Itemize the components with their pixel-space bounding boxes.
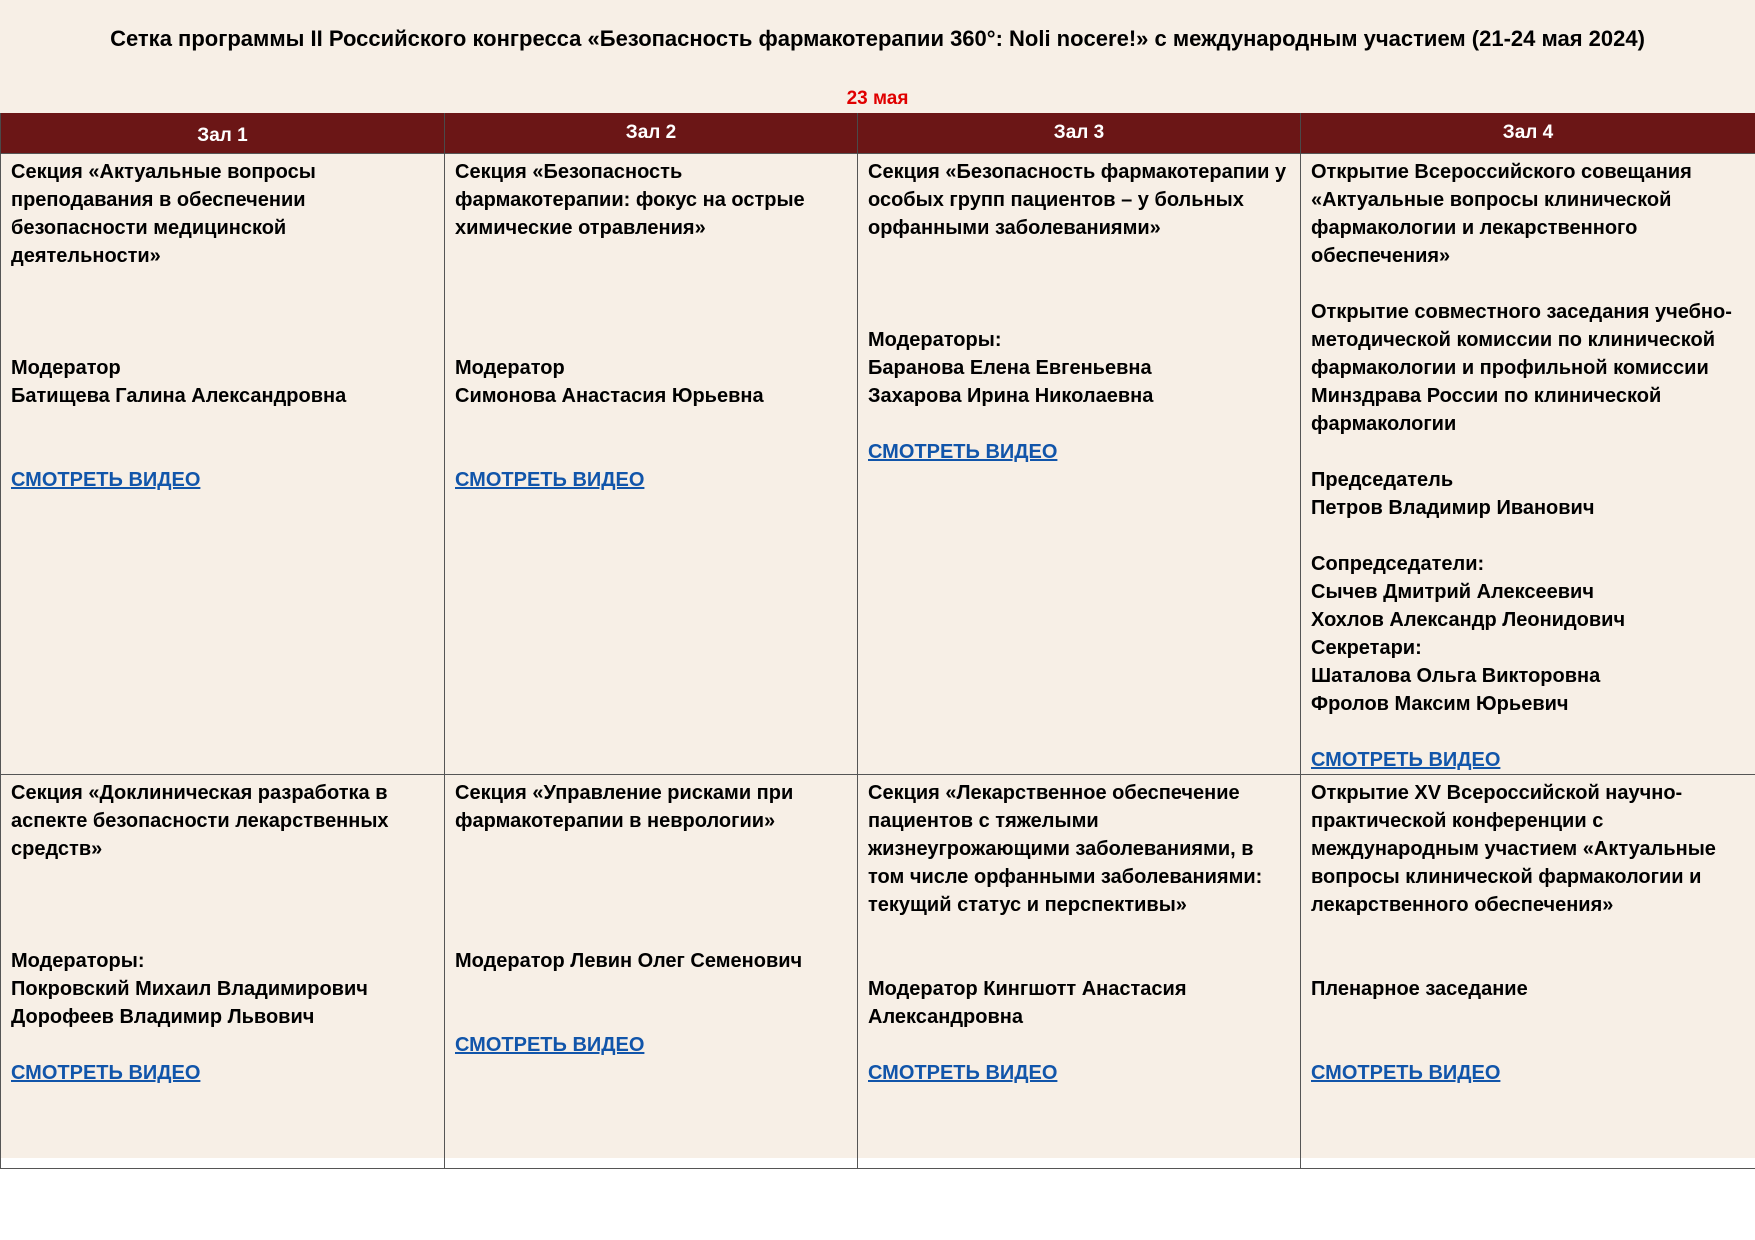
moderator-name: Баранова Елена Евгеньевна: [868, 357, 1152, 379]
secretary-name: Шаталова Ольга Викторовна: [1311, 665, 1601, 687]
moderator-name: Захарова Ирина Николаевна: [868, 385, 1154, 407]
moderator-name: Дорофеев Владимир Львович: [11, 1006, 315, 1028]
cochair-name: Сычев Дмитрий Алексеевич: [1311, 581, 1594, 603]
moderator-label: Модератор: [11, 357, 121, 379]
header-row: [1, 113, 1755, 154]
session-title: Секция «Доклиническая разработка в аспекте безопасности лекарственных средств»: [11, 782, 389, 860]
moderator-name: Покровский Михаил Владимирович: [11, 978, 368, 1000]
secretaries-label: Секретари:: [1311, 637, 1422, 659]
moderator-line: Модератор Кингшотт Анастасия Александровна: [868, 978, 1187, 1028]
moderator-line: Модератор Левин Олег Семенович: [455, 950, 803, 972]
session-cell: [445, 154, 858, 775]
session-cell: [1, 775, 445, 1169]
watch-video-link[interactable]: СМОТРЕТЬ ВИДЕО: [455, 469, 645, 491]
chair-name: Петров Владимир Иванович: [1311, 497, 1595, 519]
watch-video-link[interactable]: СМОТРЕТЬ ВИДЕО: [11, 1062, 201, 1084]
column-header-hall-2: Зал 2: [445, 113, 858, 154]
moderator-label: Модераторы:: [868, 329, 1002, 351]
watch-video-link[interactable]: СМОТРЕТЬ ВИДЕО: [868, 1062, 1058, 1084]
cochairs-label: Сопредседатели:: [1311, 553, 1485, 575]
session-cell: [858, 775, 1301, 1169]
column-header-hall-1: Зал 1: [1, 113, 445, 154]
session-cell: [858, 154, 1301, 775]
moderator-name: Симонова Анастасия Юрьевна: [455, 385, 764, 407]
watch-video-link[interactable]: СМОТРЕТЬ ВИДЕО: [455, 1034, 645, 1056]
column-header-hall-3: Зал 3: [858, 113, 1301, 154]
session-cell: [1301, 775, 1755, 1169]
session-subtitle: Открытие совместного заседания учебно-методической комиссии по клинической фармакологии и профильной комиссии Минздрава России по клинической фармакологии: [1311, 301, 1732, 435]
cochair-name: Хохлов Александр Леонидович: [1311, 609, 1626, 631]
session-cell: [1301, 154, 1755, 775]
session-title: Секция «Безопасность фармакотерапии: фокус на острые химические отравления»: [455, 161, 805, 239]
secretary-name: Фролов Максим Юрьевич: [1311, 693, 1569, 715]
table-row: [1, 775, 1755, 1169]
column-header-hall-4: Зал 4: [1301, 113, 1755, 154]
session-title: Секция «Управление рисками при фармакотерапии в неврологии»: [455, 782, 794, 832]
session-cell: [1, 154, 445, 775]
session-title: Секция «Лекарственное обеспечение пациентов с тяжелыми жизнеугрожающими заболеваниями, в том числе орфанными заболеваниями: текущий статус и перспективы»: [868, 782, 1263, 916]
session-title: Открытие Всероссийского совещания «Актуальные вопросы клинической фармакологии и лекарственного обеспечения»: [1311, 161, 1692, 267]
watch-video-link[interactable]: СМОТРЕТЬ ВИДЕО: [868, 441, 1058, 463]
moderator-label: Модератор: [455, 357, 565, 379]
watch-video-link[interactable]: СМОТРЕТЬ ВИДЕО: [11, 469, 201, 491]
table-row: [1, 154, 1755, 775]
moderator-label: Модераторы:: [11, 950, 145, 972]
session-title: Секция «Безопасность фармакотерапии у особых групп пациентов – у больных орфанными заболеваниями»: [868, 161, 1287, 239]
program-grid: [0, 113, 1755, 1169]
moderator-name: Батищева Галина Александровна: [11, 385, 347, 407]
date-label: 23 мая: [846, 88, 909, 109]
chair-label: Председатель: [1311, 469, 1454, 491]
watch-video-link[interactable]: СМОТРЕТЬ ВИДЕО: [1311, 1062, 1501, 1084]
session-title: Секция «Актуальные вопросы преподавания в обеспечении безопасности медицинской деятельности»: [11, 161, 316, 267]
watch-video-link[interactable]: СМОТРЕТЬ ВИДЕО: [1311, 749, 1501, 771]
session-cell: [445, 775, 858, 1169]
plenary-note: Пленарное заседание: [1311, 978, 1528, 1000]
page-title: Сетка программы II Российского конгресса «Безопасность фармакотерапии 360°: Noli nocere!» с международным участием (21-24 мая 2024): [110, 26, 1645, 51]
session-title: Открытие XV Всероссийской научно-практической конференции с международным участием «Актуальные вопросы клинической фармакологии и лекарственного обеспечения»: [1311, 782, 1716, 916]
